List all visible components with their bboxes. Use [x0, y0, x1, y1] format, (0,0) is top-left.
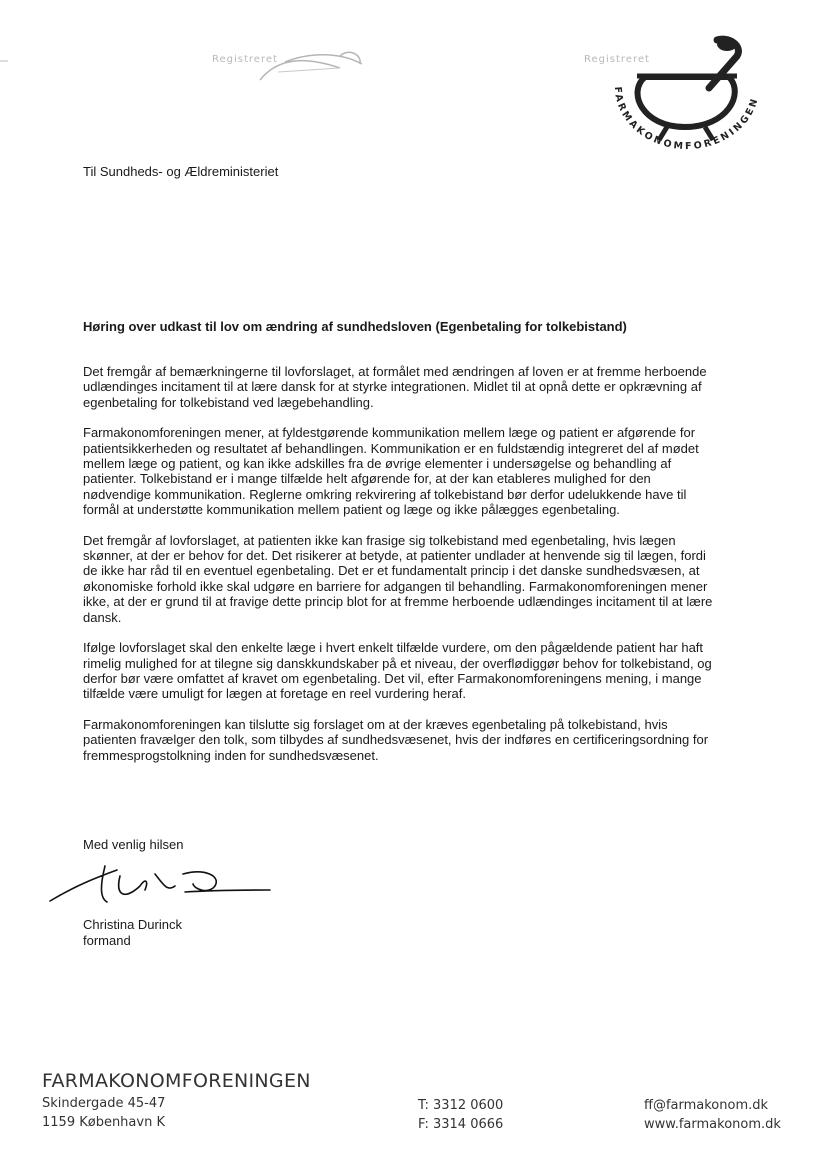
letter-subject: Høring over udkast til lov om ændring af sundhedsloven (Egenbetaling for tolkebistand) — [83, 319, 627, 334]
footer-phone: T: 3312 0600 — [418, 1098, 504, 1113]
footer-fax: F: 3314 0666 — [418, 1117, 504, 1132]
footer-website: www.farmakonom.dk — [644, 1117, 781, 1132]
recipient-line: Til Sundheds- og Ældreministeriet — [83, 164, 279, 179]
closing-line: Med venlig hilsen — [83, 837, 184, 852]
paragraph: Det fremgår af lovforslaget, at patienten ikke kan frasige sig tolkebistand med egenbetaling, hvis lægen skønner, at der er behov for det. Det risikerer at betyde, at patienter undlader at henvende sig til lægen, fordi de ikke har råd til en eventuel egenbetaling. Det er et fundamentalt princip i det danske sundhedsvæsen, at økonomiske forhold ikke skal udgøre en barriere for adgangen til behandling. Farmakonomforeningen mener ikke, at der er grund til at fravige dette princip blot for at fremme herboende udlændinges incitament til at lære dansk. — [83, 532, 713, 625]
signer-title: formand — [83, 933, 131, 948]
mortar-pestle-icon — [597, 32, 777, 162]
letter-body — [83, 364, 719, 778]
logo-ring-text: FARMAKONOMFORENINGEN — [611, 86, 762, 153]
handwritten-signature — [45, 856, 275, 916]
paragraph: Farmakonomforeningen mener, at fyldestgørende kommunikation mellem læge og patient er afgørende for patientsikkerheden og resultatet af behandlingen. Kommunikation er en fuldstændig integreret del af mødet mellem læge og patient, og kan ikke adskilles fra de øvrige elementer i undersøgelse og behandling af patienter. Tolkebistand er i mange tilfælde helt afgørende for, at der kan etableres mulighed for den nødvendige kommunikation. Reglerne omkring rekvirering af tolkebistand bør derfor udelukkende have til formål at understøtte kommunikation mellem patient og læge og ikke pålægges egenbetaling. — [83, 425, 699, 518]
registration-stamp-left — [190, 50, 390, 90]
footer-street: Skindergade 45-47 — [42, 1096, 166, 1111]
footer-address — [42, 1094, 165, 1132]
svg-text:FARMAKONOMFORENINGEN — [612, 86, 761, 152]
farmakonomforeningen-logo — [597, 32, 777, 162]
paragraph: Det fremgår af bemærkningerne til lovforslaget, at formålet med ændringen af loven er at fremme herboende udlændinges incitament til at lære dansk for at styrke integrationen. Midlet til at opnå dette er opkrævning af egenbetaling for tolkebistand ved lægebehandling. — [83, 364, 707, 410]
footer-email: ff@farmakonom.dk — [644, 1098, 769, 1113]
signer-name: Christina Durinck — [83, 917, 182, 932]
paragraph: Ifølge lovforslaget skal den enkelte læge i hvert enkelt tilfælde vurdere, om den pågældende patient har haft rimelig mulighed for at tilegne sig danskkundskaber på et niveau, der overflødiggør behov for tolkebistand, og derfor bør være omfattet af kravet om egenbetaling. Det vil, efter Farmakonomforeningens mening, i mange tilfælde være umuligt for lægen at foretage en reel vurdering heraf. — [83, 640, 712, 702]
paragraph: Farmakonomforeningen kan tilslutte sig forslaget om at der kræves egenbetaling på tolkebistand, hvis patienten fravælger den tolk, som tilbydes af sundhedsvæsenet, hvis der indføres en certificeringsordning for fremmesprogstolkning inden for sundhedsvæsenet. — [83, 716, 709, 763]
stamp-text: Registreret — [212, 54, 278, 65]
signer-block — [83, 917, 182, 949]
stamp-scribble — [190, 50, 390, 90]
footer-phone-block — [418, 1096, 503, 1134]
footer-city: 1159 København K — [42, 1115, 165, 1130]
footer-org-name: FARMAKONOMFORENINGEN — [42, 1070, 311, 1092]
edge-mark — [0, 60, 8, 62]
footer-contact-block — [644, 1096, 781, 1134]
stamp-text: Registreret — [584, 54, 650, 65]
